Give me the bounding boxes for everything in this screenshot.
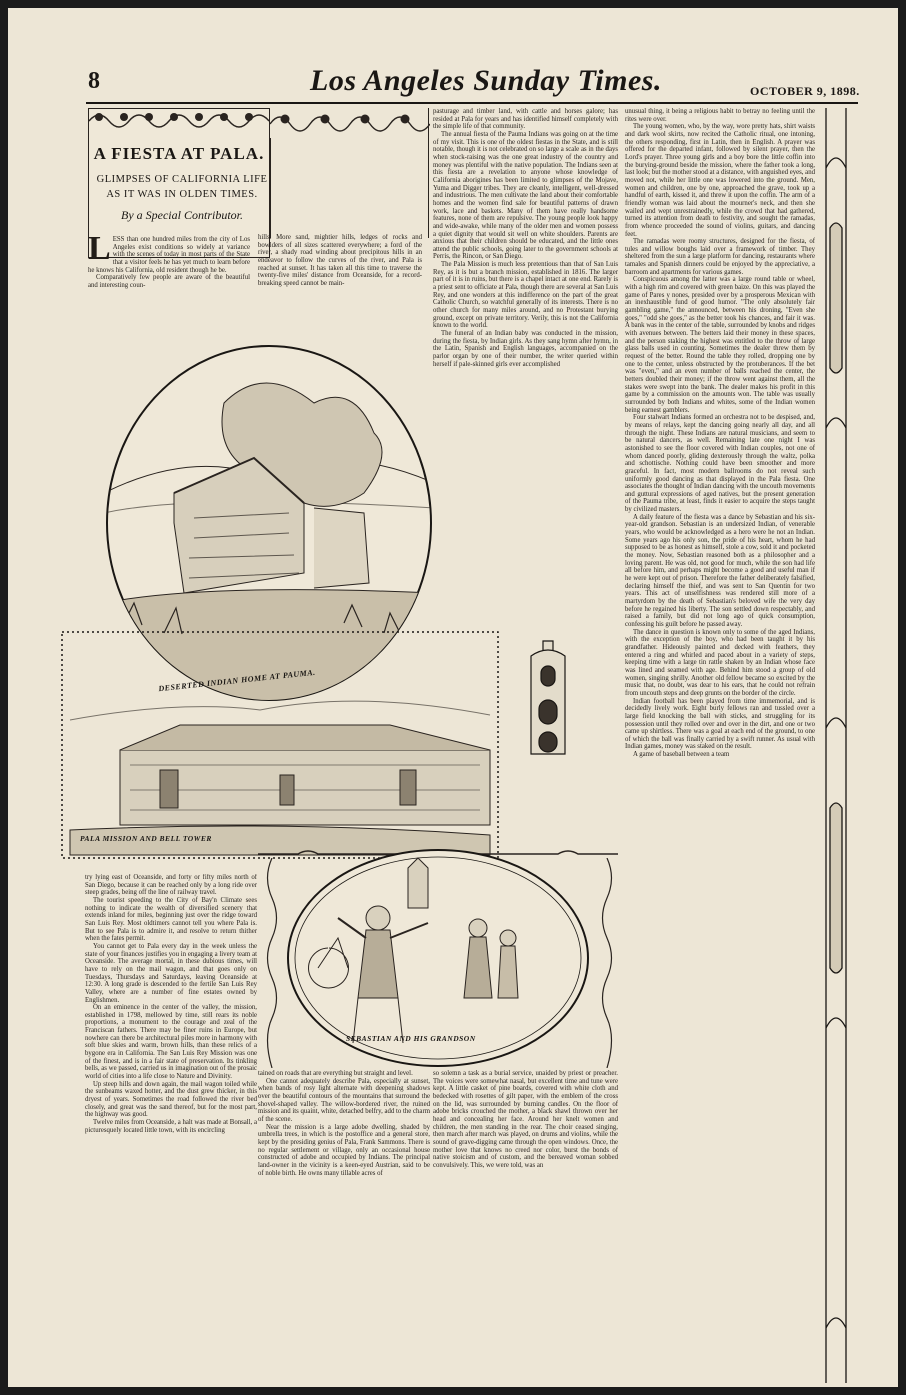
paragraph: The young women, who, by the way, wore pretty hats, shirt waists and dark wool skirts, now recited the Catholic ritual, one intoning, the others responding, first in Latin, then in English. A prayer was offered for the departed infant, followed by silent prayer, then the Lord's prayer. Three young girls and a boy bore the little coffin into the burying-ground beside the mission, where the father took a long, last look; but the mother stood at a distance, with anguished eyes, and moved not, while her little one was lowered into the ground. Men, women and children, one by one, approached the grave, took up a handful of earth, kissed it, and threw it upon the coffin. The arm of a friendly woman was laid about the mourner's neck, and then she wailed and wept unrestrainedly, while the crowd that had gathered, turned its attention from death to festivity, and sought the ramadas, from whence proceeded the sound of violins, guitars, and dancing feet. (625, 123, 815, 238)
mission-caption: PALA MISSION AND BELL TOWER (80, 834, 212, 843)
pala-mission-illustration (60, 630, 500, 860)
paragraph: The tourist speeding to the City of Bay'n Climate sees nothing to indicate the wealth of diversified scenery that extends inland for miles, beginning just over the ridge toward San Luis Rey. Most oldtimers cannot tell you where Pala is. But to see Pala is to admire it, and resolve to return thither when the fates permit. (85, 896, 257, 943)
paragraph: unusual thing, it being a religious habit to betray no feeling until the rites were over. (625, 108, 815, 123)
paragraph: tained on roads that are everything but straight and level. (258, 1070, 413, 1077)
paragraph: The Pala Mission is much less pretentious than that of San Luis Rey, as it is but a branch mission, established in 1816. The larger part of it is in ruins, but there is a chapel intact at one end. Rarely is a priest sent to officiate at Pala, though there are several at San Luis Rey, and one wonders at this indifference on the part of the great Catholic Church, so watchful generally of its interests. There is no other church for many miles around, and no Protestant burying ground, except on private territory. Verily, this is not the California known to the world. (433, 261, 618, 330)
article-column-6 (258, 1070, 430, 1376)
paragraph: Comparatively few people are aware of the beautiful and interesting coun- (88, 274, 250, 289)
paragraph: ESS than one hundred miles from the city of Los Angeles exist conditions so widely at variance with the scenes of today in most parts of the State that a visitor feels he has yet much to learn before he knows his California, old resident though he be. (88, 236, 250, 274)
masthead-date: OCTOBER 9, 1898. (750, 84, 860, 98)
paragraph: The ramadas were roomy structures, designed for the fiesta, of tules and willow boughs laid over a framework of timber. They sheltered from the sun a large platform for dancing, restaurants where tamales and Spanish dinners could be enjoyed by the appreciative, a barroom and apartments for various games. (625, 238, 815, 276)
bell-tower-icon (513, 636, 583, 756)
home-caption: DESERTED INDIAN HOME AT PAUMA. (157, 667, 316, 694)
article-column-7 (433, 1070, 618, 1376)
paragraph: A daily feature of the fiesta was a dance by Sebastian and his six-year-old grandson. Sebastian is an undersized Indian, of venerable years, who would be acknowledged as a hero were he not an Indian. Some years ago his only son, the pride of his heart, whom he had supposed to be as honest as himself, stole a cow, sold it and pocketed the money. Now, Sebastian reasoned both as a philosopher and a loving parent. He was old, not good for much, while the son had life all before him, and perhaps might become a good and useful man if he were kept out of prison. Therefore the father deliberately falsified, declaring himself the thief, and was sent to San Quentin for two years. This act of unselfishness was rendered still more of a martyrdom by the death of Sebastian's beloved wife the very day before he regained his liberty. The son settled down respectably, and raised a family, but did not long ago of quick consumption, confessing his guilt before he passed away. (625, 513, 815, 628)
newspaper-page (8, 8, 898, 1387)
article-column-3 (433, 108, 618, 618)
paragraph: hills. More sand, mightier hills, ledges of rocks and bowlders of all sizes scattered everywhere; a ford of the river, a shady road winding about precipitous hills in an endeavor to follow the curves of the river, and Pala is reached at sunset. It has taken all this time to traverse the twenty-five miles' distance from Oceanside, for a record-breaking speed cannot be main- (258, 234, 422, 287)
ornament-right-icon (598, 858, 616, 1068)
paragraph: try lying east of Oceanside, and forty or fifty miles north of San Diego, because it can be reached only by a long ride over steep grades, being off the line of railway travel. (85, 874, 257, 897)
drop-cap: L (88, 236, 111, 267)
paragraph: The funeral of an Indian baby was conducted in the mission, during the fiesta, by Indian girls. As they sang hymn after hymn, in the Latin, Spanish and English languages, accompanied on the parlor organ by one of their number, the writer queried within herself if pale-skinned girls ever accomplished (433, 330, 618, 368)
paragraph: On an eminence in the center of the valley, the mission, established in 1798, mellowed by time, still rears its noble proportions, a monument to the courage and zeal of the Franciscan fathers. There may be finer ruins in Europe, but nowhere can there be architectural piles more in harmony with soft blue skies and warm, brown hills, than these relics of a bygone era in California. The San Luis Rey Mission was one of the finest, and is in a fair state of preservation. Its tinkling bells, as we passed, carried us in imagination out of the prosaic world of cities into a life close to Nature and Divinity. (85, 1004, 257, 1081)
ornament-top-icon (270, 108, 430, 138)
paragraph: A game of baseball between a team (633, 751, 730, 759)
article-byline: By a Special Contributor. (121, 208, 243, 222)
ornament-border-icon (89, 107, 269, 135)
article-subtitle: GLIMPSES OF CALIFORNIA LIFE AS IT WAS IN OLDEN TIMES. (96, 174, 268, 200)
article-column-5 (85, 874, 257, 1374)
sebastian-caption: SEBASTIAN AND HIS GRANDSON (346, 1034, 476, 1043)
paragraph: Conspicuous among the latter was a large round table or wheel, with a high rim and covered with green baize. On this was played the game of Pares y nones, presided over by a prosperous Mexican with an inexhaustible fund of good humor. "The only absolutely fair gambling game," the announced, between his droning, "Even she goes," "odd she goes," as the better took his chances, and fair it was. A bank was in the center of the table, surrounded by knobs and ridges with avenues between. The betters laid their money in these spaces, and the person staking the highest was entitled to the throw of large glass balls used in counting. Sometimes the dealer threw them by request of the better. Round the table they rolled, dropping one by one to the center, unless obstructed by the protuberances. If the bet was "even," and an even number of balls reached the center, the betters doubled their money; if the throw went against them, all the stakes were swept into the bank. The dealer makes his profit in this game by a commission on the amounts won. The table was usually surrounded by both Indians and whites, some of the Indian women being earnest gamblers. (625, 276, 815, 414)
article-column-1 (88, 236, 250, 340)
article-column-4 (625, 108, 815, 1378)
paragraph: Up steep hills and down again, the mail wagon toiled while the sunbeams waxed hotter, and the dust grew thicker, in this dryest of years. Sometimes the road followed the river bed closely, and great was the sand thereof, but for the most part, the highway was good. (85, 1080, 257, 1119)
masthead-rule (86, 102, 858, 104)
article-column-2 (258, 234, 422, 342)
side-border-ornament-icon (818, 108, 858, 1383)
paragraph: Four stalwart Indians formed an orchestra not to be despised, and, by means of relays, kept the dancing going nearly all day, and all through the night. These Indians are natural musicians, and seem to be natural dancers, as well. Remaining late one night I was astonished to see the floor covered with Indian couples, not one of whom danced poorly, gliding dexterously through the waltz, polka and schottische. Nothing could have been smoother and more graceful. In fact, most modern ballrooms do not reveal such uniformly good dancing as that displayed in the Pala fiesta. One associates the thought of Indian dancing with the uncouth movements and guttural expressions of aged natives, but the present generation of the Pauma tribe, at least, finds it easier to acquire the steps taught by civilized masters. (625, 414, 815, 514)
page-number: 8 (88, 68, 100, 94)
paragraph: You cannot get to Pala every day in the week unless the state of your finances justifies you in engaging a livery team at Oceanside. The average mortal, in these dubious times, will have to rely on the mail wagon, and that goes only on Tuesdays, Thursdays and Saturdays, leaving Oceanside at 12:30. A long grade is descended to the fertile San Luis Rey Valley, where are a number of fine estates owned by Englishmen. (85, 942, 257, 1004)
ornament-left-icon (263, 858, 281, 1068)
paragraph: so solemn a task as a burial service, unaided by priest or preacher. The voices were somewhat nasal, but excellent time and tune were kept. A little casket of pine boards, covered with white cloth and bedecked with rosettes of gilt paper, with the emblem of the cross on the lid, was surrounded by burning candles. On the floor of adobe bricks crouched the mother, a black shawl thrown over her head and concealing her face. Around her knelt women and children, the men standing in the rear. The choir ceased singing, then march after march was played, on drums and violins, while the sound of grave-digging came through the open windows. Once, the mother love that knows no creed nor color, burst the bonds of native stoicism and of custom, and the bereaved woman sobbed convulsively. This, we were told, was an (433, 1070, 618, 1169)
paragraph: pasturage and timber land, with cattle and horses galore; has resided at Pala for years and has identified himself completely with the simple life of that community. (433, 108, 618, 131)
title-box-side-right (428, 108, 429, 238)
masthead-title: Los Angeles Sunday Times. (310, 64, 662, 97)
article-title: A FIESTA AT PALA. (93, 144, 265, 163)
paragraph: One cannot adequately describe Pala, especially at sunset, when bands of rosy light alternate with deepening shadows over the beautiful contours of the mountains that surround the shovel-shaped valley. The willow-bordered river, the ruined mission and its quaint, white, detached belfry, add to the charm of the scene. (258, 1077, 430, 1123)
paragraph: The annual fiesta of the Pauma Indians was going on at the time of my visit. This is one of the oldest fiestas in the State, and is still notable, though it is not celebrated on so large a scale as in the days when stock-raising was the one great industry of the country and money was plentiful with the native population. The Indians seen at this fiesta are a revelation to anyone whose knowledge of California aborigines has been limited to glimpses of the Mojave, Yuma and Digger tribes. They are cleanly, intelligent, well-dressed and industrious. The men cultivate the land about their comfortable homes and the women find sale for beautiful patterns of drawn work, lace and baskets. Many of them have really handsome features, none of them are repulsive. The young people look happy and wide-awake, while many of the older men and women possess a quiet dignity that would sit well on white shoulders. Parents are anxious that their children should be educated, and the little ones attend the public schools, going later to the government schools at Perris, the Rincon, or San Diego. (433, 130, 618, 261)
paragraph: Twelve miles from Oceanside, a halt was made at Bonsall, a picturesquely located little town, with its encircling (85, 1119, 257, 1134)
paragraph: Near the mission is a large adobe dwelling, shaded by umbrella trees, in which is the postoffice and a general store, kept by the presiding genius of Pala, Frank Sammons. There is no regular settlement or village, only an occasional house constructed of adobe and occupied by Indians. The principal land-owner in the vicinity is a keen-eyed Austrian, said to be of noble birth. He owns many tillable acres of (258, 1123, 430, 1177)
paragraph: The dance in question is known only to some of the aged Indians, with the exception of the boy, who had been taught it by his grandfather. Hideously painted and decked with feathers, they entered a ring and whirled and paced about in a variety of steps, keeping time with a large tin rattle shaken by an Indian whose face was lined and seamed with age. Behind him stood a group of old women, singing shrilly. Another old fellow became so excited by the music that, no doubt, was dear to his ears, that he could not refrain from uncouth steps and deep grunts on the border of the circle. (625, 628, 815, 697)
paragraph: Indian football has been played from time immemorial, and is decidedly lively work. Eight burly fellows ran and tussled over a large field knocking the ball with sticks, and struggling for its possession until they rolled over and over in the dirt, and one or two came up shirtless. There was a goal at each end of the ground, to one of which the ball was finally carried by a swift runner. As usual with Indian games, money was staked on the result. (625, 697, 815, 751)
